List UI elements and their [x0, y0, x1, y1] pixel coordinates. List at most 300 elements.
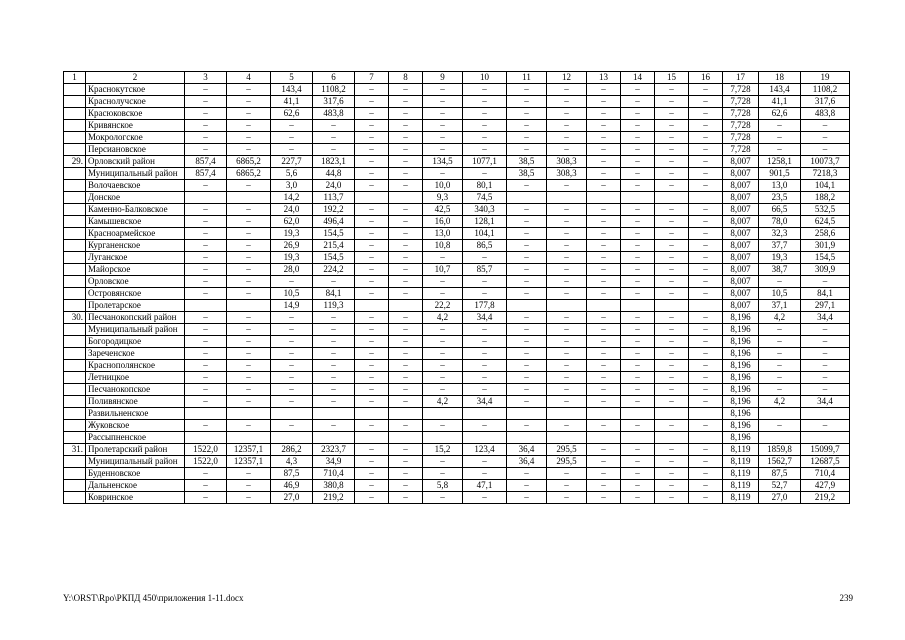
value-cell: 44,8 [313, 168, 355, 180]
value-cell: – [313, 144, 355, 156]
value-cell: 1859,8 [759, 444, 801, 456]
value-cell: – [801, 348, 850, 360]
value-cell: – [655, 240, 689, 252]
value-cell: – [463, 108, 507, 120]
row-number-cell [64, 468, 86, 480]
value-cell: 13,0 [759, 180, 801, 192]
value-cell: – [389, 492, 423, 504]
value-cell: 12357,1 [227, 444, 271, 456]
value-cell: – [271, 276, 313, 288]
value-cell: – [689, 420, 723, 432]
territory-name-cell: Пролетарское [86, 300, 185, 312]
value-cell: – [313, 348, 355, 360]
value-cell: – [655, 492, 689, 504]
value-cell [389, 300, 423, 312]
value-cell: 41,1 [271, 96, 313, 108]
value-cell: – [655, 276, 689, 288]
value-cell [547, 192, 587, 204]
value-cell: – [587, 420, 621, 432]
row-number-cell [64, 396, 86, 408]
table-row [64, 120, 850, 132]
value-cell: 317,6 [313, 96, 355, 108]
value-cell: – [547, 264, 587, 276]
value-cell: – [463, 120, 507, 132]
value-cell: – [463, 420, 507, 432]
value-cell: – [423, 132, 463, 144]
footer-file-path: Y:\ORST\Rpo\РКПД 450\приложения 1-11.docx [63, 593, 244, 603]
value-cell: 1108,2 [313, 84, 355, 96]
value-cell [689, 192, 723, 204]
value-cell: – [185, 384, 227, 396]
row-number-cell [64, 252, 86, 264]
table-row [64, 408, 850, 420]
value-cell: 8,007 [723, 228, 759, 240]
table-row [64, 228, 850, 240]
value-cell: – [621, 180, 655, 192]
value-cell: 7,728 [723, 144, 759, 156]
value-cell: – [547, 384, 587, 396]
value-cell: – [185, 372, 227, 384]
value-cell: 219,2 [801, 492, 850, 504]
value-cell: – [271, 336, 313, 348]
value-cell: 295,5 [547, 444, 587, 456]
value-cell: – [227, 324, 271, 336]
territory-name-cell: Курганенское [86, 240, 185, 252]
value-cell: – [655, 120, 689, 132]
value-cell [423, 432, 463, 444]
value-cell: – [587, 348, 621, 360]
value-cell: 41,1 [759, 96, 801, 108]
value-cell: – [355, 312, 389, 324]
value-cell: – [621, 240, 655, 252]
value-cell: – [355, 348, 389, 360]
value-cell: – [355, 96, 389, 108]
value-cell [389, 432, 423, 444]
value-cell: – [507, 252, 547, 264]
table-row [64, 420, 850, 432]
value-cell: – [507, 264, 547, 276]
value-cell: – [587, 468, 621, 480]
value-cell: – [655, 84, 689, 96]
value-cell: – [313, 132, 355, 144]
value-cell: – [185, 216, 227, 228]
value-cell: – [655, 384, 689, 396]
value-cell: 308,3 [547, 156, 587, 168]
territory-name-cell: Волочаевское [86, 180, 185, 192]
value-cell: 154,5 [801, 252, 850, 264]
value-cell: – [507, 396, 547, 408]
value-cell: 36,4 [507, 456, 547, 468]
value-cell: 7,728 [723, 96, 759, 108]
value-cell: – [389, 84, 423, 96]
value-cell [689, 432, 723, 444]
table-row [64, 156, 850, 168]
value-cell: – [423, 348, 463, 360]
value-cell: 104,1 [463, 228, 507, 240]
value-cell: – [423, 276, 463, 288]
value-cell: – [587, 108, 621, 120]
value-cell [227, 192, 271, 204]
value-cell: – [689, 312, 723, 324]
value-cell: – [621, 228, 655, 240]
value-cell: – [621, 420, 655, 432]
value-cell: – [621, 372, 655, 384]
row-number-cell [64, 324, 86, 336]
value-cell: – [801, 144, 850, 156]
table-row [64, 312, 850, 324]
value-cell: – [689, 132, 723, 144]
value-cell: – [689, 360, 723, 372]
value-cell: – [587, 144, 621, 156]
value-cell: – [423, 252, 463, 264]
value-cell: – [655, 108, 689, 120]
value-cell: – [227, 240, 271, 252]
value-cell: – [655, 180, 689, 192]
value-cell: 295,5 [547, 456, 587, 468]
value-cell: – [185, 324, 227, 336]
value-cell: – [185, 144, 227, 156]
value-cell [507, 300, 547, 312]
value-cell: – [355, 324, 389, 336]
value-cell: – [689, 168, 723, 180]
value-cell: 47,1 [463, 480, 507, 492]
value-cell: – [689, 372, 723, 384]
value-cell: – [271, 348, 313, 360]
value-cell: – [463, 96, 507, 108]
value-cell: – [227, 312, 271, 324]
column-number-9: 9 [423, 72, 463, 84]
value-cell: – [463, 276, 507, 288]
value-cell: – [227, 396, 271, 408]
value-cell: – [547, 180, 587, 192]
row-number-cell [64, 120, 86, 132]
value-cell [547, 408, 587, 420]
value-cell: – [389, 324, 423, 336]
value-cell: – [389, 132, 423, 144]
value-cell: – [355, 396, 389, 408]
value-cell: – [355, 216, 389, 228]
value-cell: – [227, 336, 271, 348]
value-cell: – [507, 468, 547, 480]
row-number-cell [64, 360, 86, 372]
value-cell: – [587, 84, 621, 96]
territory-name-cell: Муниципальный район [86, 456, 185, 468]
value-cell: – [355, 156, 389, 168]
value-cell: 8,007 [723, 204, 759, 216]
table-row [64, 204, 850, 216]
value-cell: 317,6 [801, 96, 850, 108]
value-cell: 123,4 [463, 444, 507, 456]
row-number-cell [64, 168, 86, 180]
value-cell: – [689, 276, 723, 288]
value-cell: 62,6 [271, 108, 313, 120]
value-cell: 86,5 [463, 240, 507, 252]
value-cell: – [355, 168, 389, 180]
value-cell: – [547, 144, 587, 156]
value-cell: – [227, 384, 271, 396]
value-cell: – [185, 480, 227, 492]
territory-name-cell: Кривянское [86, 120, 185, 132]
row-number-cell [64, 480, 86, 492]
value-cell: 380,8 [313, 480, 355, 492]
value-cell: – [587, 204, 621, 216]
value-cell: – [389, 264, 423, 276]
column-number-14: 14 [621, 72, 655, 84]
value-cell: – [185, 360, 227, 372]
value-cell: – [507, 384, 547, 396]
page-number: 239 [839, 593, 853, 603]
value-cell [185, 300, 227, 312]
value-cell: 134,5 [423, 156, 463, 168]
value-cell: – [423, 144, 463, 156]
value-cell: 5,6 [271, 168, 313, 180]
value-cell: – [547, 480, 587, 492]
value-cell: – [423, 420, 463, 432]
territory-name-cell: Камышевское [86, 216, 185, 228]
value-cell: – [689, 120, 723, 132]
value-cell: – [355, 132, 389, 144]
value-cell: – [655, 372, 689, 384]
column-number-16: 16 [689, 72, 723, 84]
value-cell: – [655, 444, 689, 456]
value-cell: – [587, 336, 621, 348]
value-cell: – [507, 180, 547, 192]
table-body [64, 72, 850, 504]
column-number-12: 12 [547, 72, 587, 84]
territory-name-cell: Красноармейское [86, 228, 185, 240]
table-row [64, 300, 850, 312]
value-cell: 87,5 [271, 468, 313, 480]
row-number-cell [64, 228, 86, 240]
value-cell: – [185, 288, 227, 300]
value-cell: – [313, 360, 355, 372]
value-cell: 8,119 [723, 492, 759, 504]
value-cell: 2323,7 [313, 444, 355, 456]
value-cell: 286,2 [271, 444, 313, 456]
value-cell: 9,3 [423, 192, 463, 204]
value-cell: 34,4 [801, 312, 850, 324]
value-cell: 62,0 [271, 216, 313, 228]
value-cell: – [389, 120, 423, 132]
value-cell: – [185, 276, 227, 288]
value-cell: – [547, 348, 587, 360]
value-cell: – [587, 120, 621, 132]
row-number-cell [64, 492, 86, 504]
value-cell: – [271, 144, 313, 156]
table-row [64, 108, 850, 120]
table-row [64, 456, 850, 468]
row-number-cell [64, 264, 86, 276]
value-cell: – [389, 396, 423, 408]
value-cell: – [355, 144, 389, 156]
value-cell: – [547, 360, 587, 372]
territory-name-cell: Муниципальный район [86, 168, 185, 180]
value-cell: – [547, 216, 587, 228]
value-cell [621, 408, 655, 420]
value-cell [507, 432, 547, 444]
value-cell: 8,007 [723, 216, 759, 228]
value-cell: – [689, 324, 723, 336]
value-cell: – [759, 372, 801, 384]
value-cell: – [655, 156, 689, 168]
value-cell: – [355, 456, 389, 468]
value-cell: – [355, 84, 389, 96]
value-cell: – [655, 264, 689, 276]
value-cell: – [655, 144, 689, 156]
value-cell: – [355, 420, 389, 432]
value-cell: – [655, 456, 689, 468]
value-cell: – [621, 360, 655, 372]
value-cell: – [621, 396, 655, 408]
value-cell: – [547, 252, 587, 264]
value-cell: – [547, 372, 587, 384]
value-cell: – [587, 228, 621, 240]
value-cell: – [463, 360, 507, 372]
value-cell: – [313, 372, 355, 384]
column-number-15: 15 [655, 72, 689, 84]
table-row [64, 396, 850, 408]
row-number-cell [64, 216, 86, 228]
value-cell: – [507, 228, 547, 240]
value-cell: – [389, 312, 423, 324]
value-cell: – [689, 144, 723, 156]
column-number-2: 2 [86, 72, 185, 84]
value-cell: – [547, 240, 587, 252]
value-cell: – [185, 108, 227, 120]
table-row [64, 288, 850, 300]
row-number-cell [64, 204, 86, 216]
value-cell: – [507, 348, 547, 360]
value-cell: 37,7 [759, 240, 801, 252]
value-cell: – [355, 288, 389, 300]
value-cell: – [507, 372, 547, 384]
value-cell: – [463, 252, 507, 264]
row-number-cell [64, 456, 86, 468]
row-number-cell [64, 144, 86, 156]
value-cell: – [227, 252, 271, 264]
value-cell: – [355, 204, 389, 216]
value-cell: – [587, 456, 621, 468]
territory-name-cell: Песчанокопское [86, 384, 185, 396]
value-cell: – [389, 240, 423, 252]
value-cell: 26,9 [271, 240, 313, 252]
value-cell: – [547, 276, 587, 288]
value-cell: – [313, 276, 355, 288]
value-cell: 7,728 [723, 120, 759, 132]
value-cell: – [185, 468, 227, 480]
value-cell: – [355, 372, 389, 384]
territory-name-cell: Богородицкое [86, 336, 185, 348]
value-cell: 143,4 [759, 84, 801, 96]
value-cell: – [271, 372, 313, 384]
value-cell: – [271, 132, 313, 144]
value-cell: – [227, 216, 271, 228]
value-cell [689, 300, 723, 312]
value-cell: – [801, 324, 850, 336]
value-cell: – [689, 252, 723, 264]
value-cell: – [389, 252, 423, 264]
value-cell [689, 408, 723, 420]
value-cell: 340,3 [463, 204, 507, 216]
value-cell: 219,2 [313, 492, 355, 504]
row-number-cell [64, 372, 86, 384]
value-cell: – [389, 96, 423, 108]
value-cell: – [185, 84, 227, 96]
value-cell: – [271, 420, 313, 432]
table-row [64, 444, 850, 456]
value-cell: 28,0 [271, 264, 313, 276]
value-cell: 8,007 [723, 156, 759, 168]
value-cell: – [507, 132, 547, 144]
value-cell [759, 432, 801, 444]
value-cell: – [587, 396, 621, 408]
value-cell: – [355, 444, 389, 456]
value-cell: – [621, 444, 655, 456]
value-cell: 119,3 [313, 300, 355, 312]
value-cell: – [621, 132, 655, 144]
value-cell: – [355, 120, 389, 132]
value-cell [355, 408, 389, 420]
value-cell: 78,0 [759, 216, 801, 228]
value-cell: – [689, 468, 723, 480]
value-cell: – [689, 456, 723, 468]
value-cell: – [689, 264, 723, 276]
value-cell: 8,196 [723, 432, 759, 444]
value-cell: – [587, 312, 621, 324]
value-cell: – [689, 240, 723, 252]
value-cell: 113,7 [313, 192, 355, 204]
value-cell: 8,196 [723, 396, 759, 408]
value-cell: 23,5 [759, 192, 801, 204]
value-cell: 192,2 [313, 204, 355, 216]
value-cell: – [547, 288, 587, 300]
value-cell: – [507, 144, 547, 156]
value-cell: – [423, 288, 463, 300]
value-cell: – [689, 336, 723, 348]
value-cell: 483,8 [801, 108, 850, 120]
value-cell: – [655, 96, 689, 108]
value-cell: – [507, 204, 547, 216]
value-cell: – [389, 480, 423, 492]
value-cell: 62,6 [759, 108, 801, 120]
value-cell: 143,4 [271, 84, 313, 96]
table-row [64, 168, 850, 180]
value-cell: – [463, 492, 507, 504]
value-cell: – [507, 492, 547, 504]
value-cell: – [227, 84, 271, 96]
value-cell: – [587, 372, 621, 384]
value-cell: 1823,1 [313, 156, 355, 168]
value-cell: 10,7 [423, 264, 463, 276]
value-cell: – [423, 468, 463, 480]
value-cell: – [507, 216, 547, 228]
value-cell: 177,8 [463, 300, 507, 312]
value-cell: – [759, 420, 801, 432]
value-cell [355, 300, 389, 312]
value-cell: – [621, 168, 655, 180]
value-cell: – [621, 276, 655, 288]
value-cell [621, 192, 655, 204]
value-cell: – [655, 324, 689, 336]
value-cell: – [547, 336, 587, 348]
value-cell [621, 300, 655, 312]
column-number-6: 6 [313, 72, 355, 84]
territory-name-cell: Красюковское [86, 108, 185, 120]
value-cell: 8,196 [723, 372, 759, 384]
value-cell: – [655, 468, 689, 480]
value-cell: – [185, 228, 227, 240]
row-number-cell: 29. [64, 156, 86, 168]
